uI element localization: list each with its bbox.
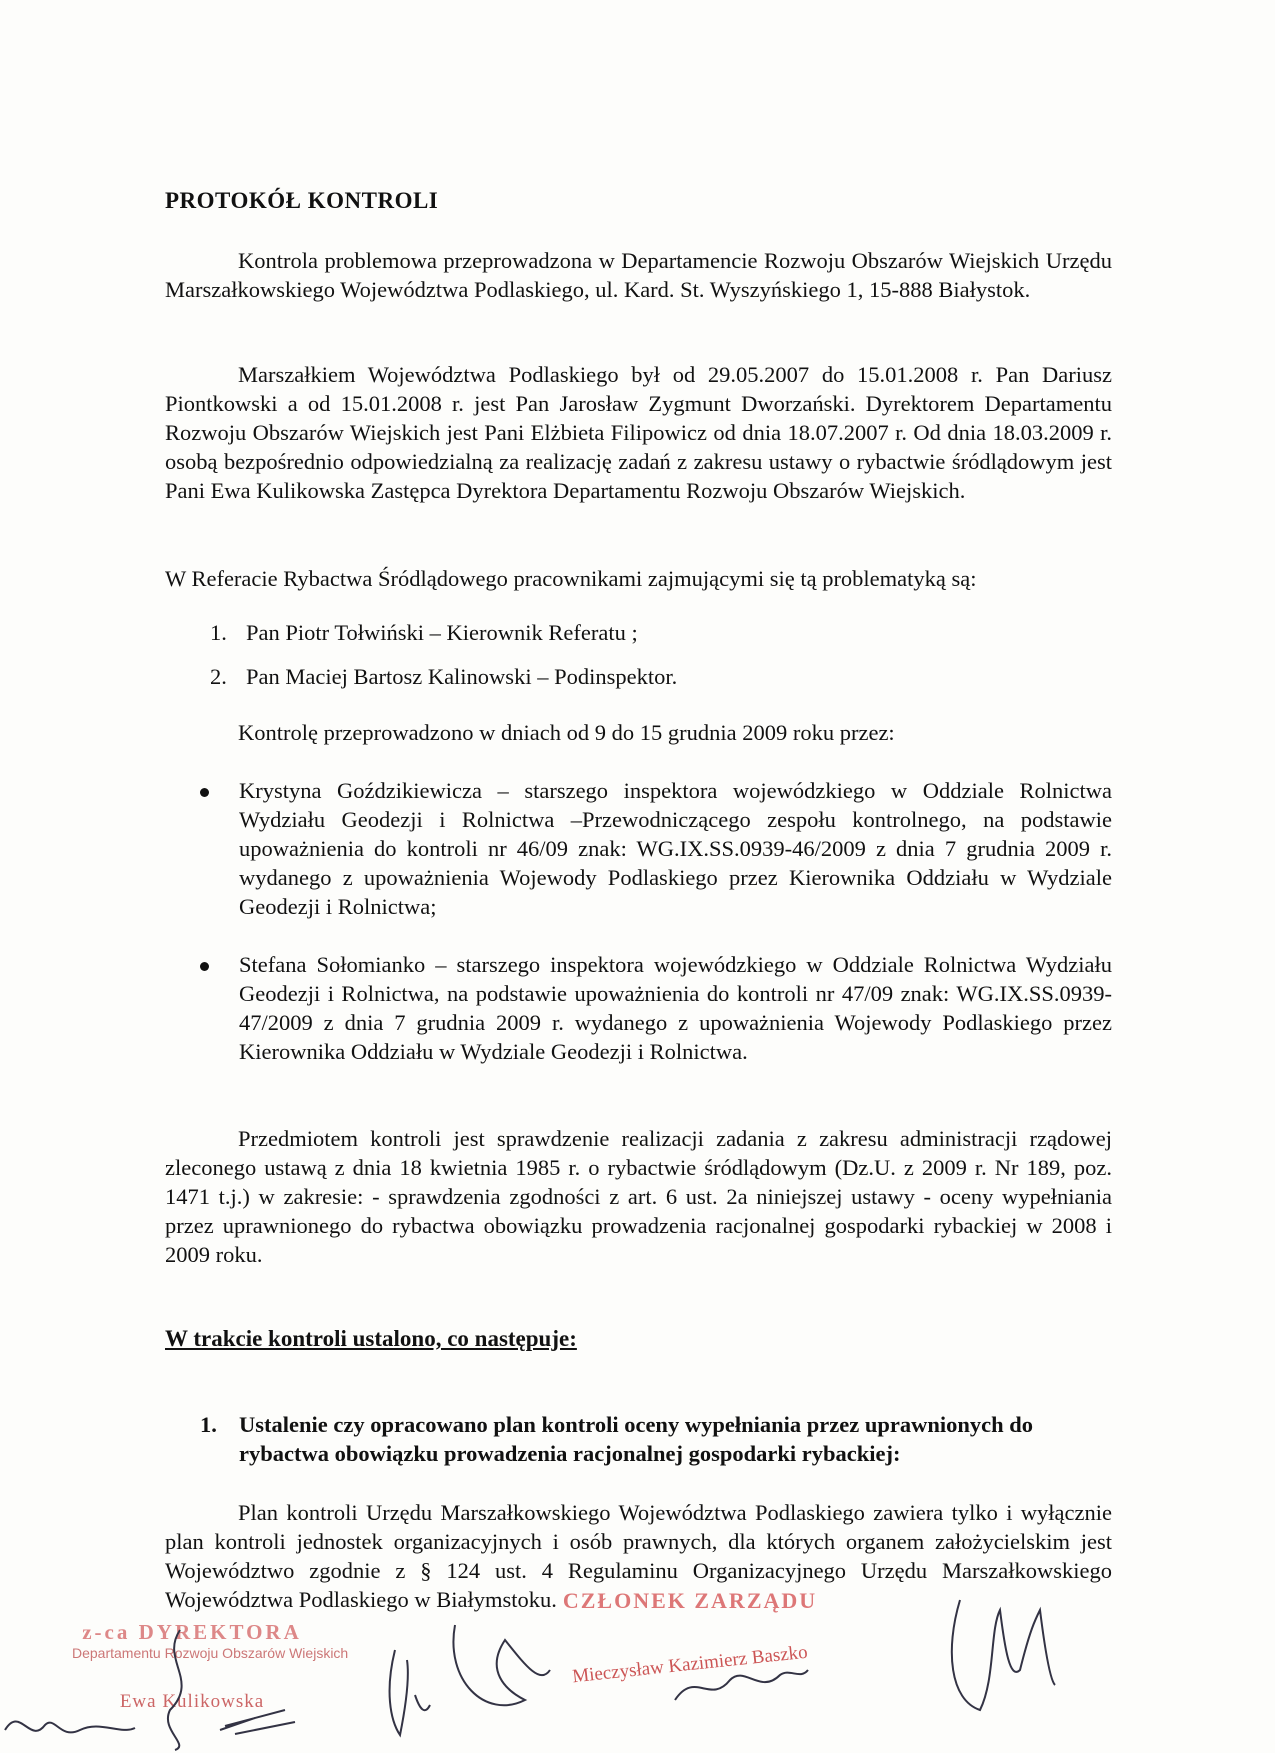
stamp-name: Mieczysław Kazimierz Baszko [571, 1641, 809, 1688]
inspector-item [200, 776, 1112, 921]
intro-paragraph: Kontrola problemowa przeprowadzona w Departamencie Rozwoju Obszarów Wiejskich Urzędu Marszałkowskiego Województwa Podlaskiego, ul. Kard. St. Wyszyńskiego 1, 15-888 Białystok. [165, 248, 1112, 302]
plan-paragraph: Plan kontroli Urzędu Marszałkowskiego Województwa Podlaskiego zawiera tylko i wyłącznie plan kontroli jednostek organizacyjnych i osób prawnych, dla których organem założycielskim jest Województwo zgodnie z § 124 ust. 4 Regulaminu Organizacyjnego Urzędu Marszałkowskiego Województwa Podlaskiego w Białymstoku. [165, 1500, 1112, 1612]
subject-paragraph: Przedmiotem kontroli jest sprawdzenie realizacji zadania z zakresu administracji rządowej zleconego ustawą z dnia 18 kwietnia 1985 r. o rybactwie śródlądowym (Dz.U. z 2009 r. Nr 189, poz. 1471 t.j.) w zakresie: - sprawdzenia zgodności z art. 6 ust. 2a niniejszej ustawy - oceny wypełniania przez uprawnionego do rybactwa obowiązku prowadzenia racjonalnej gospodarki rybackiej w 2008 i 2009 roku. [165, 1126, 1112, 1267]
staff-item [210, 662, 677, 691]
staff-item-text: Pan Piotr Tołwiński – Kierownik Referatu ; [246, 620, 638, 645]
signature-left [150, 1620, 220, 1753]
inspector-item [200, 950, 1112, 1066]
section-number: 1. [200, 1412, 217, 1437]
section-heading [200, 1410, 1112, 1468]
stamp-title: CZŁONEK ZARZĄDU [562, 1588, 818, 1613]
staff-item-number: 2. [210, 664, 227, 689]
staff-intro: W Referacie Rybactwa Śródlądowego pracownikami zajmującymi się tą problematyką są: [165, 566, 977, 591]
staff-item-number: 1. [210, 620, 227, 645]
inspector-text: Stefana Sołomianko – starszego inspektora wojewódzkiego w Oddziale Rolnictwa Wydziału Geodezji i Rolnictwa, na podstawie upoważnienia do kontroli nr 47/09 znak: WG.IX.SS.0939-47/2009 z dnia 7 grudnia 2009 r. wydanego z upoważnienia Wojewody Podlaskiego przez Kierownika Oddziału w Wydziale Geodezji i Rolnictwa. [239, 952, 1112, 1064]
section-title: Ustalenie czy opracowano plan kontroli oceny wypełniania przez uprawnionych do rybactwa obowiązku prowadzenia racjonalnej gospodarki rybackiej: [239, 1412, 1033, 1466]
signature-small [215, 1700, 305, 1740]
stamp-department: Departamentu Rozwoju Obszarów Wiejskich [72, 1645, 349, 1661]
signature-middle [375, 1640, 435, 1740]
staff-item-text: Pan Maciej Bartosz Kalinowski – Podinspektor. [246, 664, 678, 689]
staff-item [210, 618, 638, 647]
stamp-name: Ewa Kulikowska [119, 1691, 265, 1712]
inspector-text: Krystyna Goździkiewicza – starszego inspektora wojewódzkiego w Oddziale Rolnictwa Wydziału Geodezji i Rolnictwa –Przewodniczącego zespołu kontrolnego, na podstawie upoważnienia do kontroli nr 46/09 znak: WG.IX.SS.0939-46/2009 z dnia 7 grudnia 2009 r. wydanego z upoważnienia Wojewody Podlaskiego przez Kierownika Oddziału w Wydziale Geodezji i Rolnictwa; [239, 778, 1112, 919]
document-title: PROTOKÓŁ KONTROLI [165, 188, 439, 213]
stamp-title: z-ca DYREKTORA [82, 1620, 302, 1644]
signature-right [940, 1590, 1060, 1720]
bullet-icon [200, 962, 209, 971]
signature-baszko [670, 1660, 810, 1710]
marshal-paragraph: Marszałkiem Województwa Podlaskiego był od 29.05.2007 do 15.01.2008 r. Pan Dariusz Piontkowski a od 15.01.2008 r. jest Pan Jarosław Zygmunt Dworzański. Dyrektorem Departamentu Rozwoju Obszarów Wiejskich jest Pani Elżbieta Filipowicz od dnia 18.07.2007 r. Od dnia 18.03.2009 r. osobą bezpośrednio odpowiedzialną za realizację zadań z zakresu ustawy o rybactwie śródlądowym jest Pani Ewa Kulikowska Zastępca Dyrektora Departamentu Rozwoju Obszarów Wiejskich. [165, 362, 1112, 503]
bullet-icon [200, 788, 209, 797]
findings-heading: W trakcie kontroli ustalono, co następuje: [165, 1326, 577, 1351]
signature-corner [0, 1700, 140, 1753]
control-dates: Kontrolę przeprowadzono w dniach od 9 do 15 grudnia 2009 roku przez: [238, 720, 895, 745]
signature-loop [445, 1610, 555, 1720]
